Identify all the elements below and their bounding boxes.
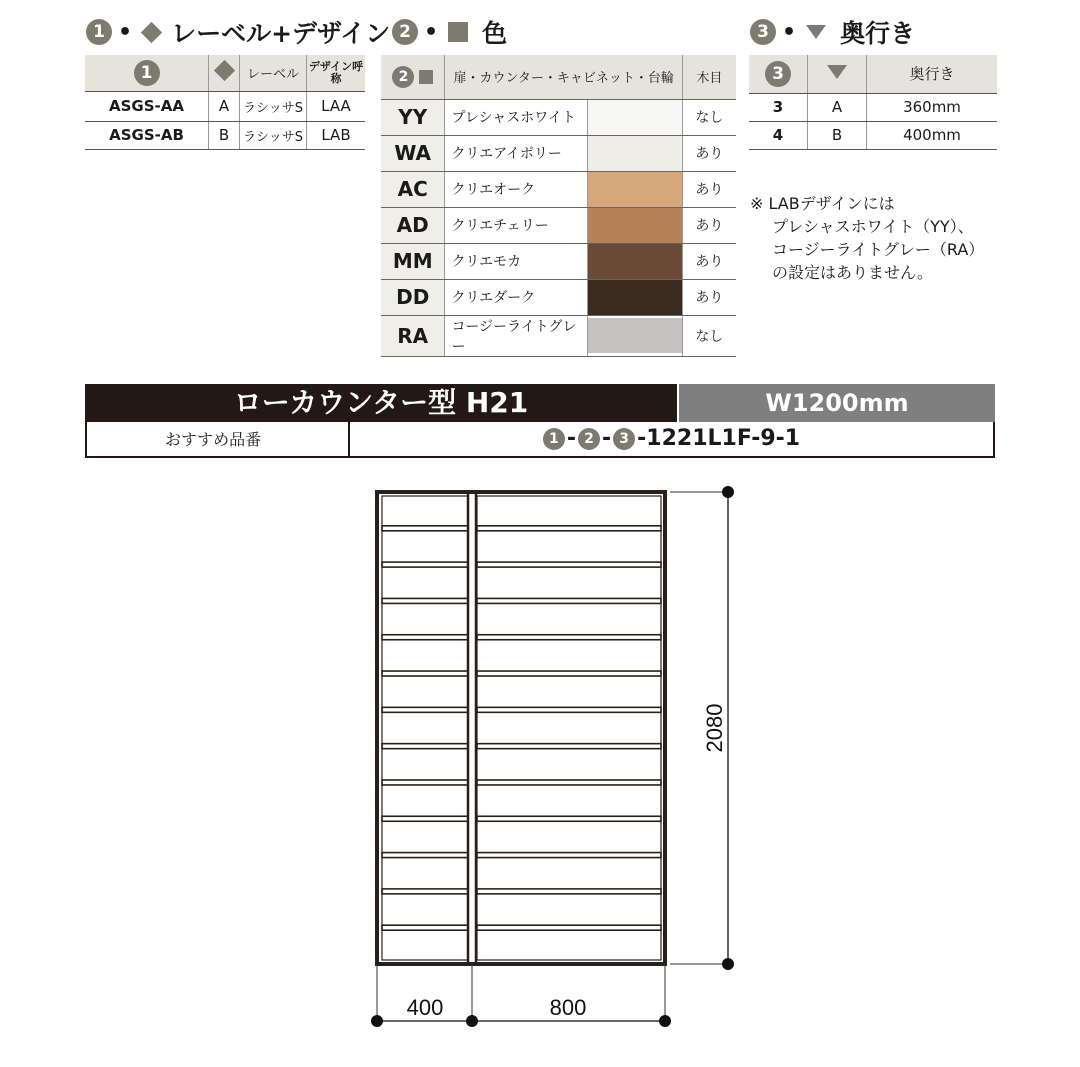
model-code: ASGS-AA [85,91,209,121]
section2-heading [392,14,507,50]
triangle-down-icon [827,65,847,79]
color-row [381,171,736,207]
square-icon [448,22,468,42]
table-row [85,121,365,149]
right-shelf-board [477,635,661,640]
color-row [381,279,736,315]
color-swatch [588,172,682,207]
note-line: ※ LABデザインには [750,194,895,213]
label-name: ラシッサS [240,91,307,121]
center-divider [468,492,476,964]
number-3-badge: 3 [750,19,776,45]
product-banner [85,384,995,422]
color-row [381,243,736,279]
lab-design-note [750,192,984,284]
bullet-dot: • [118,19,133,45]
square-icon [419,70,433,84]
color-swatch [588,100,682,135]
left-shelf-board [382,526,468,531]
label-design-table [85,55,365,150]
color-row [381,315,736,356]
number-3-badge: 3 [613,428,635,450]
number-2-badge: 2 [578,428,600,450]
design-code: LAA [307,91,366,121]
mark: B [808,121,867,149]
color-name: クリエオーク [445,171,587,207]
depth-value: 400mm [867,121,998,149]
diamond-icon [213,60,234,81]
color-table [381,55,736,357]
table-row [749,121,997,149]
color-code: MM [381,243,445,279]
number-1-badge: 1 [134,60,160,86]
right-width-label: 800 [549,995,587,1020]
color-row [381,99,736,135]
dimension-dot [722,486,734,498]
color-swatch [588,208,682,243]
label-name: ラシッサS [240,121,307,149]
table-header-row [749,55,997,93]
left-shelf-board [382,744,468,749]
design-code: LAB [307,121,366,149]
table-row [749,93,997,121]
note-line: プレシャスホワイト（YY）、 [772,217,974,236]
color-row [381,207,736,243]
right-shelf-board [477,744,661,749]
color-code: YY [381,99,445,135]
wood-grain: あり [682,171,736,207]
wood-grain: なし [682,315,736,356]
left-shelf-board [382,707,468,712]
color-name: クリエアイボリー [445,135,587,171]
number-2-badge: 2 [392,19,418,45]
left-shelf-board [382,671,468,676]
wood-grain: あり [682,243,736,279]
number-1-badge: 1 [86,19,112,45]
bullet-dot: • [424,19,439,45]
number-1-badge: 1 [543,428,565,450]
separator: - [566,426,577,451]
wood-grain: あり [682,207,736,243]
left-shelf-board [382,925,468,930]
model-code: ASGS-AB [85,121,209,149]
diamond-icon [141,21,162,42]
bullet-dot: • [782,19,797,45]
left-shelf-board [382,889,468,894]
color-row [381,135,736,171]
note-line: コージーライトグレー（RA） [772,240,985,259]
color-name: クリエダーク [445,279,587,315]
mark: B [209,121,240,149]
left-shelf-board [382,562,468,567]
depth-code: 4 [749,121,808,149]
depth-code: 3 [749,93,808,121]
right-shelf-board [477,889,661,894]
product-title: ローカウンター型 H21 [85,384,677,422]
number-2-badge: 2 [392,66,414,88]
dimension-dot [659,1015,671,1027]
section3-heading [750,14,915,50]
mark: A [209,91,240,121]
section3-title: 奥行き [840,19,916,48]
color-name: コージーライトグレー [445,315,587,356]
table-row [85,91,365,121]
wood-grain: なし [682,99,736,135]
right-shelf-board [477,816,661,821]
color-code: AD [381,207,445,243]
color-swatch [588,318,682,353]
header-wood-grain: 木目 [682,55,736,99]
left-shelf-board [382,816,468,821]
right-inner-outline [477,496,661,960]
height-dimension-label: 2080 [702,703,727,753]
section2-title: 色 [482,19,508,48]
wood-grain: あり [682,135,736,171]
product-width: W1200mm [679,384,995,422]
left-shelf-board [382,780,468,785]
depth-table [749,55,997,150]
separator: - [602,426,612,451]
table-header-row [85,55,365,91]
header-depth: 奥行き [867,55,998,93]
color-name: プレシャスホワイト [445,99,587,135]
color-name: クリエチェリー [445,207,587,243]
color-code: RA [381,315,445,356]
color-code: WA [381,135,445,171]
depth-value: 360mm [867,93,998,121]
recommended-model-row [85,422,995,458]
right-shelf-board [477,853,661,858]
color-swatch [588,244,682,279]
color-swatch [588,280,682,315]
color-swatch [588,136,682,171]
table-header-row [381,55,736,99]
left-width-label: 400 [406,995,444,1020]
right-shelf-board [477,707,661,712]
recommended-label: おすすめ品番 [87,422,350,456]
shelf-drawing [360,480,760,1040]
mark: A [808,93,867,121]
section1-heading [86,14,390,50]
dimension-dot [371,1015,383,1027]
section1-title: レーベル+デザイン [171,19,391,48]
color-name: クリエモカ [445,243,587,279]
left-shelf-board [382,635,468,640]
triangle-down-icon [806,25,826,39]
header-design: デザイン呼称 [307,55,366,91]
number-3-badge: 3 [765,61,791,87]
right-shelf-board [477,780,661,785]
left-inner-outline [382,496,468,960]
dimension-dot [466,1015,478,1027]
recommended-model-number [350,422,993,456]
color-code: DD [381,279,445,315]
right-shelf-board [477,925,661,930]
header-label: レーベル [240,55,307,91]
note-line: の設定はありません。 [772,263,933,282]
dimension-dot [722,958,734,970]
right-shelf-board [477,598,661,603]
header-color-parts: 扉・カウンター・キャビネット・台輪 [445,55,682,99]
right-shelf-board [477,671,661,676]
color-code: AC [381,171,445,207]
wood-grain: あり [682,279,736,315]
model-suffix: -1221L1F-9-1 [637,426,801,451]
left-shelf-board [382,853,468,858]
left-shelf-board [382,598,468,603]
right-shelf-board [477,526,661,531]
right-shelf-board [477,562,661,567]
